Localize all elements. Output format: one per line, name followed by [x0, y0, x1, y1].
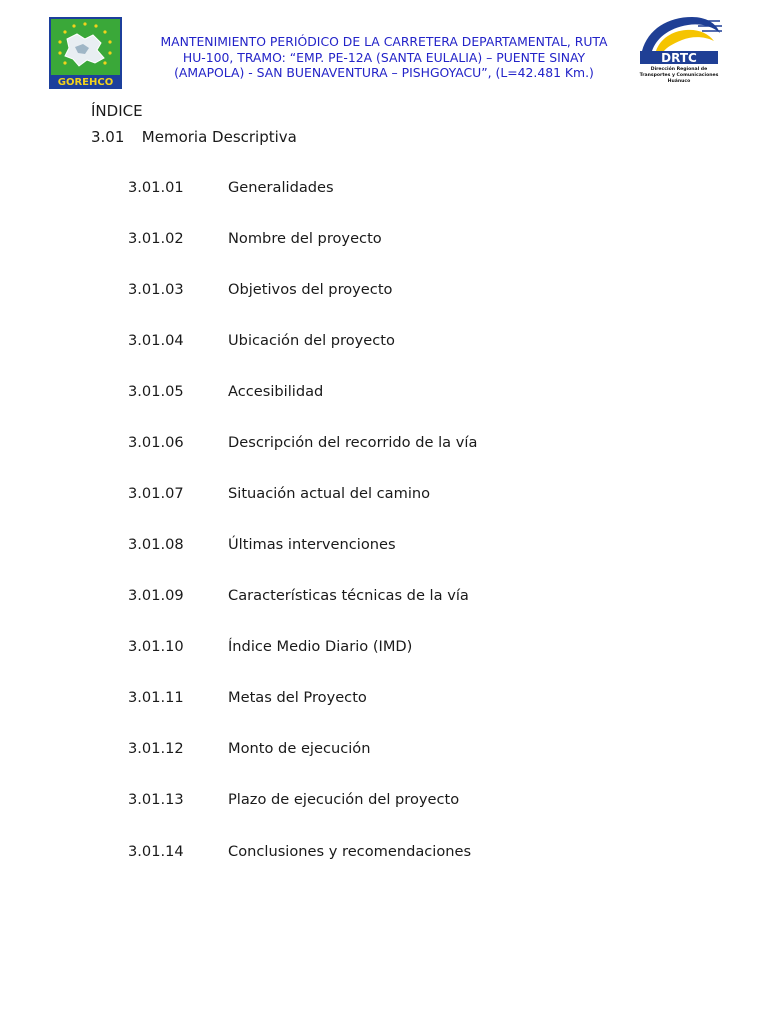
toc-item-title: Descripción del recorrido de la vía [228, 434, 478, 451]
project-title-line: MANTENIMIENTO PERIÓDICO DE LA CARRETERA DEPARTAMENTAL, RUTA [160, 34, 608, 49]
toc-item [128, 739, 370, 759]
toc-item-number: 3.01.03 [128, 281, 184, 298]
toc-item-number: 3.01.11 [128, 689, 184, 706]
toc-item [128, 280, 392, 300]
toc-item-title: Conclusiones y recomendaciones [228, 843, 472, 860]
toc-item-title: Índice Medio Diario (IMD) [228, 638, 413, 655]
toc-item-number: 3.01.10 [128, 638, 184, 655]
toc-item-number: 3.01.06 [128, 434, 184, 451]
toc-item [128, 229, 382, 249]
toc-item-number: 3.01.04 [128, 332, 184, 349]
toc-item [128, 178, 334, 198]
section-title: Memoria Descriptiva [141, 128, 297, 146]
toc-item-title: Generalidades [228, 179, 334, 196]
toc-item [128, 637, 412, 657]
toc-item [128, 484, 430, 504]
drtc-logo-subtitle: Transportes y Comunicaciones [639, 73, 719, 78]
project-title-line: (AMAPOLA) - SAN BUENAVENTURA – PISHGOYACU”, (L=42.481 Km.) [174, 65, 594, 80]
toc-item-title: Características técnicas de la vía [228, 587, 469, 604]
toc-item-title: Últimas intervenciones [228, 536, 396, 553]
gorehco-logo [49, 17, 122, 89]
toc-item-number: 3.01.09 [128, 587, 184, 604]
toc-item [128, 331, 395, 351]
toc-item [128, 790, 459, 810]
toc-item-title: Ubicación del proyecto [228, 332, 395, 349]
drtc-logo [634, 13, 724, 87]
toc-item-number: 3.01.08 [128, 536, 184, 553]
drtc-logo-subtitle: Dirección Regional de [650, 67, 708, 72]
toc-item-title: Nombre del proyecto [228, 230, 382, 247]
toc-item-number: 3.01.13 [128, 791, 184, 808]
page-header [0, 0, 768, 96]
drtc-logo-subtitle: Huánuco [667, 79, 691, 84]
toc-item [128, 382, 323, 402]
toc-item-number: 3.01.02 [128, 230, 184, 247]
toc-item-title: Metas del Proyecto [228, 689, 367, 706]
section-heading [91, 127, 297, 147]
gorehco-logo-text: GOREHCO [57, 77, 114, 88]
drtc-logo-text: DRTC [661, 51, 697, 65]
toc-item-title: Situación actual del camino [228, 485, 431, 502]
toc-item-number: 3.01.07 [128, 485, 184, 502]
toc-item-number: 3.01.01 [128, 179, 184, 196]
toc-item [128, 586, 469, 606]
toc-item [128, 688, 367, 708]
toc-item-title: Accesibilidad [228, 383, 324, 400]
toc-item-number: 3.01.05 [128, 383, 184, 400]
toc-item [128, 535, 396, 555]
toc-item-title: Objetivos del proyecto [228, 281, 393, 298]
toc-item-number: 3.01.14 [128, 843, 184, 860]
project-title-line: HU-100, TRAMO: “EMP. PE-12A (SANTA EULALIA) – PUENTE SINAY [182, 49, 586, 65]
index-heading: ÍNDICE [91, 102, 143, 120]
toc-item-title: Monto de ejecución [228, 740, 371, 757]
toc-item [128, 433, 477, 453]
toc-item [128, 842, 471, 862]
project-title [140, 34, 628, 81]
section-number: 3.01 [91, 128, 125, 146]
toc-item-number: 3.01.12 [128, 740, 184, 757]
toc-item-title: Plazo de ejecución del proyecto [228, 791, 460, 808]
